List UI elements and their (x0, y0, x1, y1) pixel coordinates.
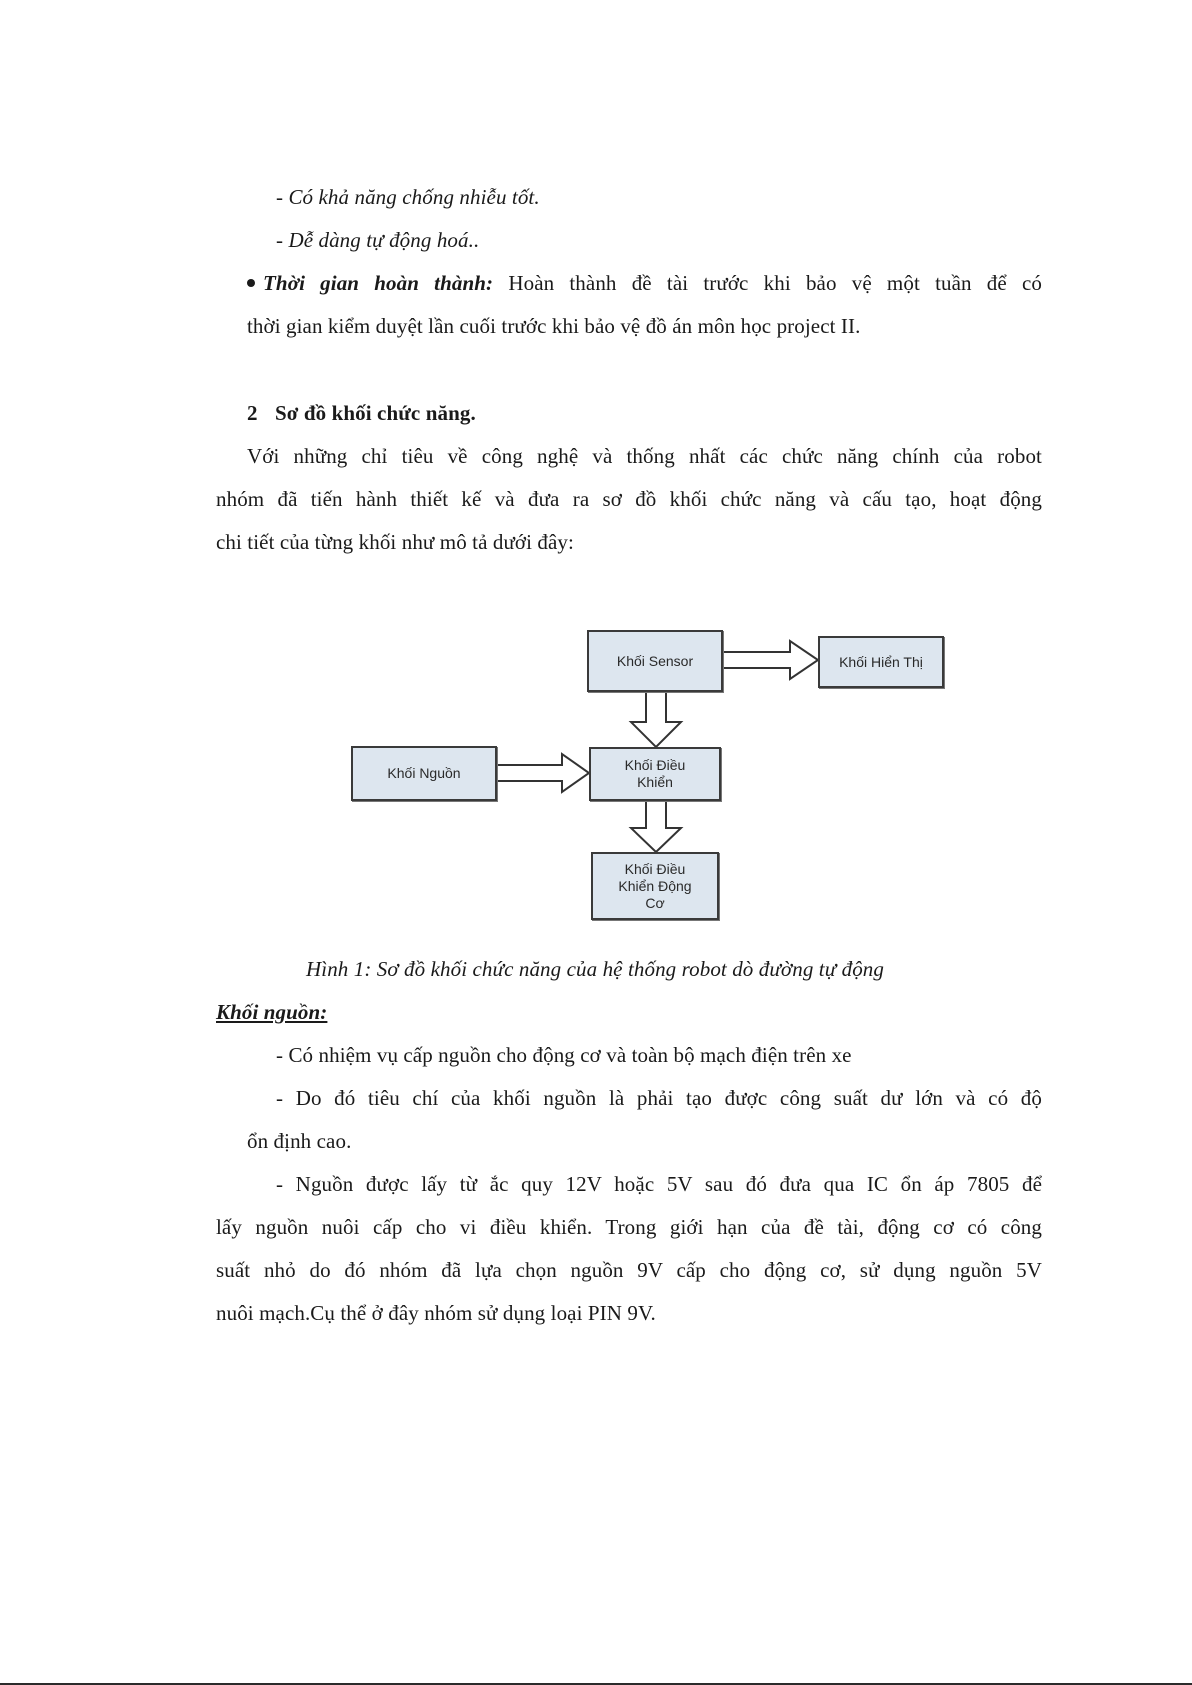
power-item3-line4: nuôi mạch.Cụ thể ở đây nhóm sử dụng loại PIN 9V. (216, 1301, 656, 1325)
block-control-label-line2: Khiển (637, 774, 673, 790)
block-sensor (587, 630, 723, 692)
intro-line2: nhóm đã tiến hành thiết kế và đưa ra sơ đồ khối chức năng và cấu tạo, hoạt động (216, 487, 1042, 511)
completion-text-line2: thời gian kiểm duyệt lần cuối trước khi bảo vệ đồ án môn học project II. (247, 314, 861, 338)
power-item3-line1: - Nguồn được lấy từ ắc quy 12V hoặc 5V sau đó đưa qua IC ổn áp 7805 để (276, 1172, 1042, 1196)
power-item2-line2: ổn định cao. (247, 1129, 352, 1153)
block-motor-label-line2: Khiển Động (618, 877, 692, 894)
section-number: 2 (247, 401, 258, 425)
block-display-label: Khối Hiển Thị (839, 653, 923, 670)
list-item-noise: - Có khả năng chống nhiễu tốt. (276, 185, 540, 209)
power-block-heading: Khối nguồn: (216, 1000, 328, 1024)
intro-line1: Với những chỉ tiêu về công nghệ và thống nhất các chức năng chính của robot (247, 444, 1042, 468)
arrow-sensor-to-control (631, 692, 681, 747)
list-item-automation: - Dễ dàng tự động hoá.. (276, 228, 480, 252)
arrow-control-to-motor (631, 801, 681, 852)
block-motor-label-line3: Cơ (645, 894, 665, 911)
figure-caption: Hình 1: Sơ đồ khối chức năng của hệ thống robot dò đường tự động (306, 957, 885, 981)
section-title: Sơ đồ khối chức năng. (275, 401, 476, 425)
power-item3-line2: lấy nguồn nuôi cấp cho vi điều khiển. Trong giới hạn của đề tài, động cơ có công (216, 1215, 1042, 1239)
completion-paragraph-line1 (247, 268, 1042, 298)
bullet-icon (247, 279, 255, 287)
power-item2-line1: - Do đó tiêu chí của khối nguồn là phải tạo được công suất dư lớn và có độ (276, 1086, 1042, 1110)
section-heading (247, 398, 476, 428)
block-motor-control (591, 852, 719, 920)
power-item1: - Có nhiệm vụ cấp nguồn cho động cơ và toàn bộ mạch điện trên xe (276, 1043, 852, 1067)
intro-line3: chi tiết của từng khối như mô tả dưới đây: (216, 530, 574, 554)
block-control-label-line1: Khối Điều (624, 757, 686, 773)
block-display (818, 636, 944, 688)
block-sensor-label: Khối Sensor (616, 652, 694, 669)
arrow-sensor-to-display (723, 641, 818, 679)
completion-text-line1: Hoàn thành đề tài trước khi bảo vệ một tuần để có (493, 271, 1042, 295)
block-power (351, 746, 497, 801)
block-power-label: Khối Nguồn (387, 765, 461, 781)
block-motor-label-line1: Khối Điều (624, 860, 686, 877)
completion-label: Thời gian hoàn thành: (263, 271, 494, 295)
block-control (589, 747, 721, 801)
arrow-power-to-control (497, 754, 589, 792)
power-item3-line3: suất nhỏ do đó nhóm đã lựa chọn nguồn 9V cấp cho động cơ, sử dụng nguồn 5V (216, 1258, 1042, 1282)
